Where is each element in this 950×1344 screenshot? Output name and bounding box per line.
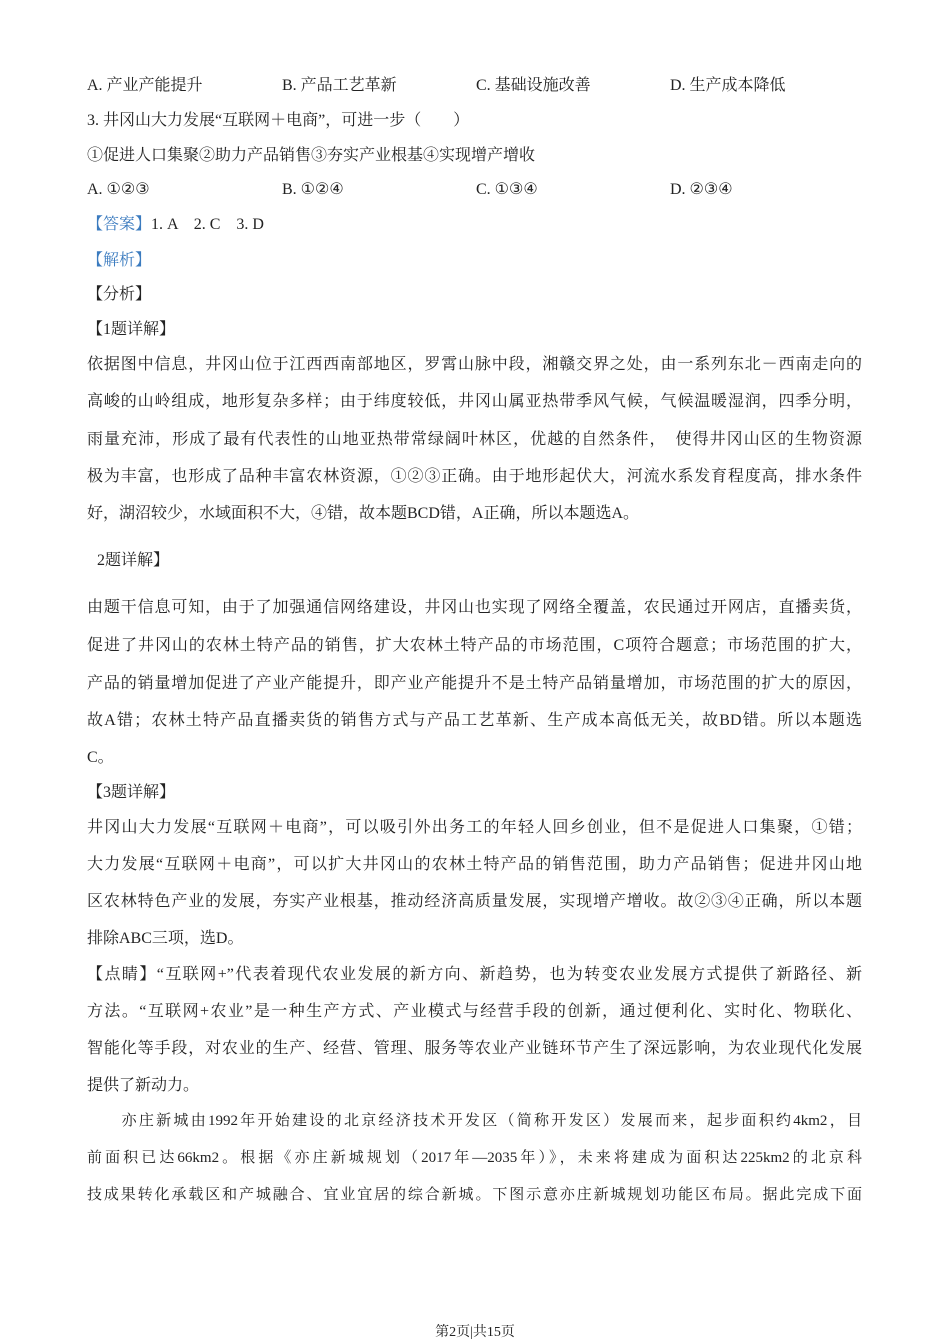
- q2-detail-line: 故A错；农林土特产品直播卖货的销售方式与产品工艺革新、生产成本高低无关，故BD错。所以本题选: [87, 712, 862, 729]
- option-d: D. 生产成本降低: [670, 77, 786, 94]
- option-b: B. 产品工艺革新: [282, 77, 397, 94]
- q3-detail-line: 井冈山大力发展“互联网＋电商”，可以吸引外出务工的年轻人回乡创业，但不是促进人口集聚，①错；: [87, 819, 862, 836]
- analysis-label: 【解析】: [87, 252, 152, 269]
- passage-line: 亦庄新城由1992年开始建设的北京经济技术开发区（简称开发区）发展而来，起步面积约4km2，目: [87, 1113, 862, 1129]
- q1-detail-line: 高峻的山岭组成，地形复杂多样；由于纬度较低，井冈山属亚热带季风气候，气候温暖湿润，四季分明，: [87, 393, 862, 410]
- page-footer: 第2页|共15页: [435, 1325, 515, 1340]
- q2-detail-line: 由题干信息可知，由于了加强通信网络建设，井冈山也实现了网络全覆盖，农民通过开网店，直播卖货，: [87, 599, 862, 616]
- option-d: D. ②③④: [670, 181, 733, 198]
- q2-detail-line: C。: [87, 749, 114, 766]
- q3-detail-line: 大力发展“互联网＋电商”，可以扩大井冈山的农林土特产品的销售范围，助力产品销售；促进井冈山地: [87, 856, 862, 873]
- dianjing-line: 【点睛】“互联网+”代表着现代农业发展的新方向、新趋势，也为转变农业发展方式提供了新路径、新: [87, 966, 862, 983]
- passage-line: 前面积已达66km2。根据《亦庄新城规划（2017年—2035年）》，未来将建成为面积达225km2的北京科: [87, 1150, 862, 1166]
- option-a: A. ①②③: [87, 181, 150, 198]
- q1-detail-line: 好，湖沼较少，水域面积不大，④错，故本题BCD错，A正确，所以本题选A。: [87, 505, 640, 522]
- q3-items: ①促进人口集聚②助力产品销售③夯实产业根基④实现增产增收: [87, 147, 536, 164]
- fenxi-label: 【分析】: [87, 286, 152, 303]
- q1-detail-line: 极为丰富，也形成了品种丰富农林资源，①②③正确。由于地形起伏大，河流水系发育程度高，排水条件: [87, 468, 862, 485]
- q3-stem: 3. 井冈山大力发展“互联网＋电商”，可进一步（ ）: [87, 112, 470, 129]
- q3-detail-line: 区农林特色产业的发展，夯实产业根基，推动经济高质量发展，实现增产增收。故②③④正确，所以本题: [87, 893, 862, 910]
- q2-detail-line: 产品的销量增加促进了产业产能提升，即产业产能提升不是土特产品销量增加，市场范围的扩大的原因，: [87, 675, 862, 692]
- option-c: C. 基础设施改善: [476, 77, 591, 94]
- q3-detail-heading: 【3题详解】: [87, 784, 176, 801]
- q2-detail-line: 促进了井冈山的农林土特产品的销售，扩大农林土特产品的市场范围，C项符合题意；市场范围的扩大，: [87, 637, 862, 654]
- q1-detail-line: 雨量充沛，形成了最有代表性的山地亚热带常绿阔叶林区，优越的自然条件， 使得井冈山区的生物资源: [87, 431, 862, 448]
- q3-detail-line: 排除ABC三项，选D。: [87, 930, 244, 947]
- answer-label: 【答案】: [87, 216, 152, 233]
- dianjing-line: 提供了新动力。: [87, 1077, 200, 1094]
- answer-line: [87, 215, 862, 235]
- option-a: A. 产业产能提升: [87, 77, 203, 94]
- option-c: C. ①③④: [476, 181, 538, 198]
- q2-detail-heading: 2题详解】: [97, 552, 170, 569]
- dianjing-line: 智能化等手段，对农业的生产、经营、管理、服务等农业产业链环节产生了深远影响，为农业现代化发展: [87, 1040, 862, 1057]
- q1-detail-heading: 【1题详解】: [87, 321, 176, 338]
- q1-detail-line: 依据图中信息，井冈山位于江西西南部地区，罗霄山脉中段，湘赣交界之处，由一系列东北－西南走向的: [87, 356, 862, 373]
- dianjing-line: 方法。“互联网+农业”是一种生产方式、产业模式与经营手段的创新，通过便利化、实时化、物联化、: [87, 1003, 862, 1020]
- answer-text: 1. A 2. C 3. D: [151, 216, 264, 233]
- passage-line: 技成果转化承载区和产城融合、宜业宜居的综合新城。下图示意亦庄新城规划功能区布局。据此完成下面: [87, 1187, 862, 1203]
- option-b: B. ①②④: [282, 181, 344, 198]
